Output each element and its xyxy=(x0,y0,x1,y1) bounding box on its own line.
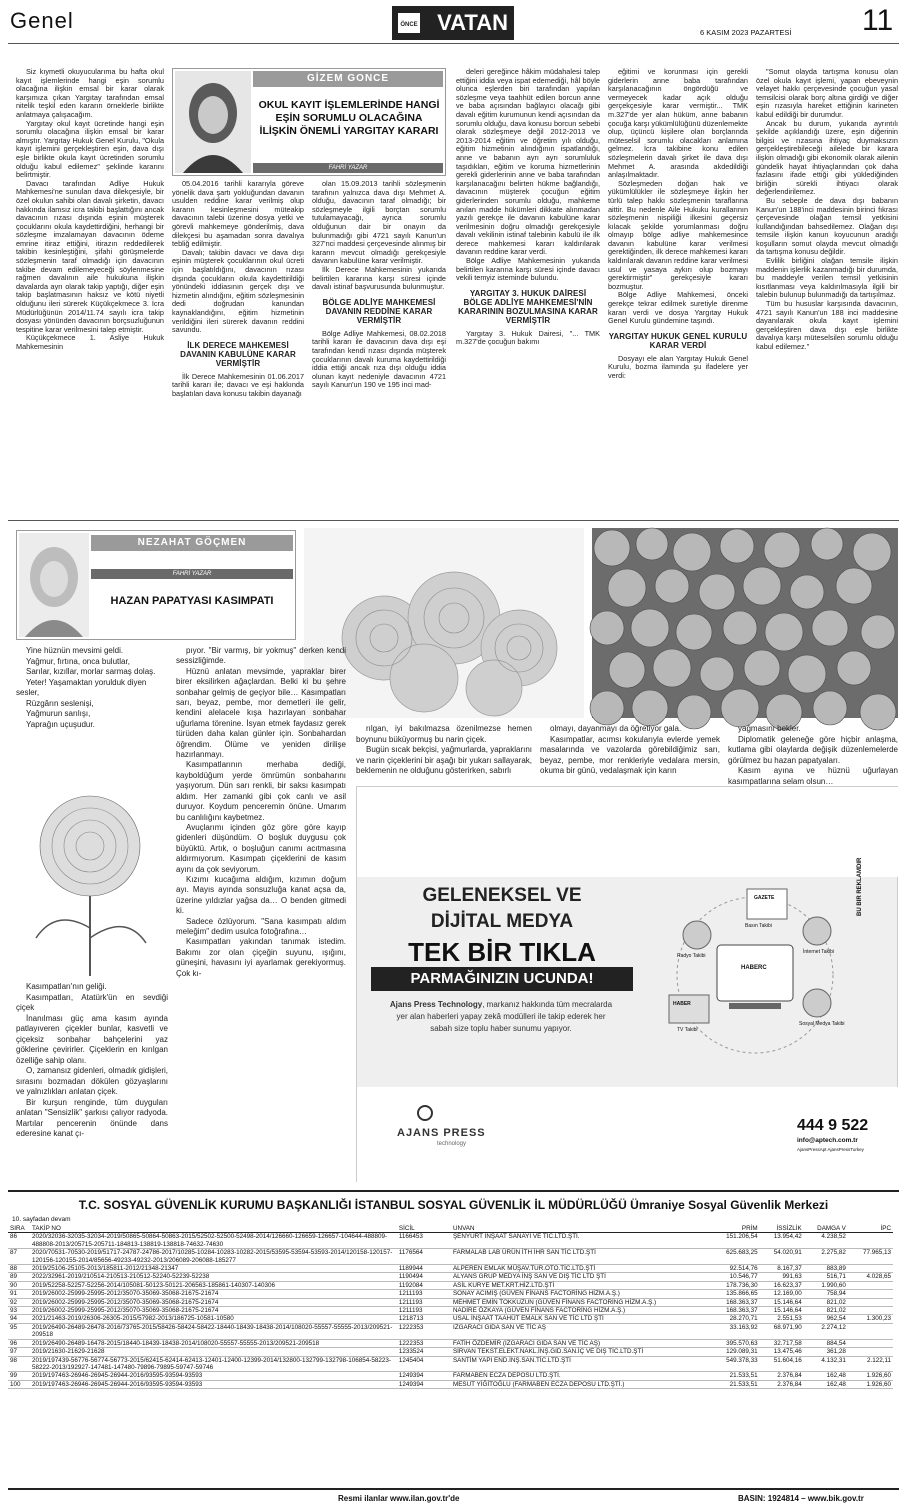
author-byline: FAHRİ YAZAR xyxy=(91,569,293,579)
notice-title-bold: T.C. SOSYAL GÜVENLİK KURUMU BAŞKANLIĞI İSTANBUL SOSYAL GÜVENLİK İL MÜDÜRLÜĞÜ xyxy=(78,1198,627,1212)
table-cell: 2019/52258-52257-52256-2014/105081-50123-50121-206563-185861-140307-140306 xyxy=(30,1281,397,1289)
table-cell: 1.926,60 xyxy=(848,1380,893,1388)
ad-label: TV Takibi xyxy=(677,1027,698,1033)
paragraph: O, zamansız gidenleri, olmadık gidişleri, sırasını bozmadan dökülen gözyaşlarını ve yalnızlıkları anlatan çiçek. xyxy=(16,1066,168,1096)
paragraph: Bugün sıcak bekçisi, yağmurlarda, yapraklarını ve narin çiçeklerini bir aşağı bir yukarı sallayarak, beklemenin ne olduğunu gösterirken, sabırlı xyxy=(356,745,532,775)
table-cell: 4.238,52 xyxy=(804,1233,848,1249)
table-cell: 178.736,30 xyxy=(708,1281,760,1289)
table-cell: 16.623,37 xyxy=(760,1281,804,1289)
subheading: YARGITAY 3. HUKUK DAİRESİ BÖLGE ADLİYE MAHKEMESİ'NİN KARARININ BOZULMASINA KARAR VERMİŞTİR xyxy=(458,288,598,325)
notice-footer xyxy=(8,1488,899,1508)
issue-date: 6 KASIM 2023 PAZARTESİ xyxy=(700,28,792,37)
table-cell: 2019/26002-25999-25995-2012/35070-35069-35068-21675-21674 xyxy=(30,1290,397,1298)
table-cell: 87 xyxy=(8,1249,30,1265)
table-cell: 90 xyxy=(8,1281,30,1289)
table-cell: FARMALAB LAB ÜRÜN İTH İHR SAN TİC LTD.ŞTİ xyxy=(451,1249,708,1265)
table-row xyxy=(8,1273,893,1281)
table-cell: 1249394 xyxy=(397,1380,451,1388)
ad-phone: 444 9 522 xyxy=(797,1117,869,1134)
article2-col3 xyxy=(356,724,532,778)
table-row xyxy=(8,1233,893,1249)
verse-line: Yağmur, fırtına, onca bulutlar, xyxy=(26,656,130,666)
table-cell: 2019/197439-56776-56774-56773-2015/62415-62414-62413-12401-12400-12399-2014/132800-132799-132798-106854-58223-58222-2013/192927-147481-147480-79896-79895-59747-59746 xyxy=(30,1356,397,1372)
paragraph: Kızımı kucağıma aldığım, kızımın doğum ayı. Mayıs ayında sonsuzluğa kanat açsa da, üzerine yıldızlar yağsa da… O benden gitmedi ki. xyxy=(176,874,346,916)
table-cell: FATİH ÖZDEMİR (IZGARACI GIDA SAN VE TİC AŞ) xyxy=(451,1339,708,1347)
table-cell: 88 xyxy=(8,1265,30,1273)
table-cell xyxy=(848,1281,893,1289)
table-cell: 2019/26490-26489-16478-2015/18440-18439-18438-2014/108020-55557-55555-2013/209521-209518 xyxy=(30,1339,397,1347)
paragraph: eğitimi ve korunması için gerekli giderlerin anne baba tarafından karşılanacağının öngördüğü ve vermeyecek kadar açık olduğu gerçekçesiyle karar vermiştir... TMK m.327'de yer alan hüküm, anne babanın çocuğa karşı yükümlülüğünü düzenlemekte olup, üçüncü kişilere olan borçlarında müteselsil sorumlu olacakları anlamına gelmez. İcra takibine konu edilen sözleşmelerin davalı şirket ile dava dışı Mehmet A. arasında akdedildiği anlaşılmaktadır. xyxy=(608,67,748,180)
table-cell: 884,54 xyxy=(804,1339,848,1347)
table-cell: 1245404 xyxy=(397,1356,451,1372)
table-cell: 97 xyxy=(8,1348,30,1356)
paragraph: "Somut olayda tartışma konusu olan özel okula kayıt işlemi, yapan ebeveynin velayet hakkı çerçevesinde çocuğun yasal temsilcisi olarak borç altına girdiği ve diğer eşin rızasıyla hareket ettiğinin karineten kabul edildiği bir durumdur. xyxy=(756,67,898,119)
table-cell: 8.167,37 xyxy=(760,1265,804,1273)
legal-notice xyxy=(8,1190,899,1506)
notice-title xyxy=(8,1192,899,1214)
article1-col1 xyxy=(16,68,164,508)
table-cell: 2020/70531-70530-2019/51717-24787-24786-2017/10285-10284-10283-10282-2015/53595-53594-53593-2014/120158-120157-120156-120155-2014/85656-49233-49232-2013/206089-206088-185277 xyxy=(30,1249,397,1265)
table-cell: 54.020,91 xyxy=(760,1249,804,1265)
advertisement xyxy=(356,786,898,1182)
paragraph: İnanılması güç ama kasım ayında patlayıveren çiçekler bunlar, kasvetli ve çiçeksiz sonbahar bahçelerini yaz göklerine çevirirler. Çiçeklerin en kırılgan özelliğe sahip olanı. xyxy=(16,1013,168,1065)
table-cell: 68.971,90 xyxy=(760,1323,804,1339)
paragraph: Yargıtay okul kayıt ücretinde hangi eşin sorumlu olacağına ilişkin emsal bir karar almıştır. Yargıtay Hukuk Genel Kurulu, "Okula kayıt işlemini gerçekleştiren eşin, dava dışı eşle birlikte okula kayıt ücretinden sorumlu olduğu kabul edilemez" şeklinde kararını belirtmiştir. xyxy=(16,118,164,180)
table-cell: 12.169,00 xyxy=(760,1290,804,1298)
table-body xyxy=(8,1233,893,1389)
footer-left: Resmi ilanlar www.ilan.gov.tr'de xyxy=(338,1494,460,1503)
paragraph: Bir kurşun renginde, tüm duyguları anlatan "Sensizlik" şarkısı çalıyor radyoda. Martılar pencerenin önünde dans ederesine kanat çı- xyxy=(16,1097,168,1138)
ad-label: İnternet Takibi xyxy=(803,949,835,955)
paragraph: Davacı tarafından Adliye Hukuk Mahkemesi'ne sunulan dava dilekçesiyle, bir özel okulun sahibi olan davalı şirketin, davacı hakkında ilamsız icra takibi başlattığını ancak davacının rızası dışında eşinin müşterek çocuklarını okula kaydettirdiğini, herhangi bir sözleşme imzalamayan davacının ödeme emrine itiraz ettiğini, itirazın reddedilerek takibin kesinleştiğini, şifahi görüşmelerde sözleşmenin taraf olmadığı için davacının takibe devam edilemeyeceği söylenmesine rağmen davalının aile hukukuna ilişkin davalarda ayrı olarak takip yaptığı, diğer eşin takip başlatmasının haksız ve kötü niyetli olduğunu ileri sürerek Küçükçekmece 3. İcra Müdürlüğünün 2014/11.74 sayılı icra takip dosyası yönünden davacının borçsuzluğunun tespitine karar verilmesini talep etmiştir. xyxy=(16,178,164,334)
table-cell: ŞENYURT İNŞAAT SANAYİ VE TİC.LTD.ŞTİ. xyxy=(451,1233,708,1249)
paragraph: Ancak bu durum, yukarıda ayrıntılı şekilde açıklandığı üzere, eşin diğerinin bilgisi ve rızasına ihtiyaç duymaksızın gerçekleştirebileceği ailelede bir karara ilişkin olmadığı gibi ekonomik olarak ailenin gündelik hayat ihtiyaçlarından çok daha fazlasını ifade ettiği gibi yüklediğinden birliğin sürekli ihtiyacı olarak değerlendirilemez. xyxy=(756,118,898,197)
table-cell: 1166453 xyxy=(397,1233,451,1249)
table-cell: 4.132,31 xyxy=(804,1356,848,1372)
table-cell: 1222353 xyxy=(397,1323,451,1339)
paragraph: Evlilik birliğini olağan temsile ilişkin maddenin işlerlik kazanmadığı bir durumda, bu maddeyle verilen temsil yetkisinin kısıtlanması veya kaldırılmasıyla ilgili bir talebin bulunup bulunmadığı da tartışılmaz. xyxy=(756,256,898,300)
table-cell: 821,02 xyxy=(804,1307,848,1315)
ad-logo-icon xyxy=(417,1105,433,1121)
flower-field-photo xyxy=(592,528,898,718)
table-cell: 77.965,13 xyxy=(848,1249,893,1265)
table-cell: 2021/21463-2019/26306-26305-2015/57982-2013/186725-10581-10580 xyxy=(30,1315,397,1323)
paragraph: Küçükçekmece 1. Asliye Hukuk Mahkemesinin xyxy=(16,333,164,351)
ad-label: GAZETE xyxy=(754,895,775,901)
article1-col2 xyxy=(172,180,304,508)
paragraph: Hüznü anlatan mevsimde, yapraklar birer birer eksilirken ağaçlardan. Belki ki bu şehre sonbahar gelmiş de geçiyor bile… Kasımpatları sarı, beyaz, pembe, mor demetleri ile gelir, kendini alelacele kışa hazırlayan sonbahar uğurlama törenine. İsyan etmek faydasız gerek türüden daha kalan günler için. Sonbahardan öğrendim. Ölüme ve yeniden dirilişe hazırlanmayı. xyxy=(176,666,346,760)
paragraph: Bölge Adliye Mahkemesinin yukarıda belirtilen kararına karşı süresi içinde davacı vekili temyiz isteminde bulundu. xyxy=(456,256,600,283)
ad-body xyxy=(387,999,615,1035)
paragraph: rılgan, iyi bakılmazsa özenilmezse hemen boynunu büküyormuş bu narin çiçek. xyxy=(356,724,532,744)
table-cell: 2022/32961-2019/210514-210513-210512-52240-52239-52238 xyxy=(30,1273,397,1281)
column-header: SİCİL xyxy=(397,1225,451,1233)
table-cell: 151.206,54 xyxy=(708,1233,760,1249)
table-cell: 2.551,53 xyxy=(760,1315,804,1323)
table-row xyxy=(8,1265,893,1273)
ad-body-text: , markanız hakkında tüm mecralarda yer alan haberleri yapay zekâ modülleri ile takip ederek her sabah size toplu haber sunumu yapıyor. xyxy=(396,1000,613,1033)
table-row xyxy=(8,1372,893,1380)
table-cell: 1233524 xyxy=(397,1348,451,1356)
table-cell: MEHMET EMİN TOKKUZUN (GÜVEN FİNANS FACTORİNG HİZM.A.Ş.) xyxy=(451,1298,708,1306)
table-cell: 28.270,71 xyxy=(708,1315,760,1323)
table-cell: 129.089,31 xyxy=(708,1348,760,1356)
table-cell: 2020/32036-32035-32034-2019/50865-50864-50863-2015/52502-52500-52498-2014/126660-126659-126657-104644-488809-488808-2013/205715-205711-184813-138819-138818-74632-74630 xyxy=(30,1233,397,1249)
paragraph: Siz kıymetli okuyucularıma bu hafta okul kayıt işlemlerinde hangi eşin sorumlu olacağına ilişkin emsal bir karar olarak karşımıza çıkan Yargıtay tarafından emsal nitelik teşkil eden kararın örneklerle birlikte anlatmaya çalışacağım. xyxy=(16,67,164,119)
table-cell: 1176564 xyxy=(397,1249,451,1265)
paragraph: deleri gereğince hâkim müdahalesi talep ettiğini iddia veya ispat edemediği, hâl böyle olunca eşlerden biri tarafından yapılan sözleşme veya taahhüt edilen borcun anne ve baba açısından bağlayıcı olacağı gibi davalı eğitim kurumunun kendi açısından da sorumlu olduğu, dava konusu borcun sebebi olarak sözleşmeye değil 2012-2013 ve 2013-2014 eğitim ve öğretim yılı olduğu, eğitim hizmetinin alındığının ispatlandığı, anne ve babanın ayrı ayrı sorumluluk taşıdıkları, eğitim ve koruma hizmetlerinin gerekli giderlerinin anne ve baba tarafından karşılanacağını belirten hükme bağlandığı, davacının müşterek çocuğun eğitim giderlerinden sorumlu olduğu, mahkeme anılan madde hükümleri dikkate alınmadan yazılı gerekçe ile davanın kabulüne karar verilmesinin doğru olmadığı gerekçesiyle davalı vekilinin istinaf talebinin kabulü ile ilk derece mahkemesi kararı kaldırılarak davanın reddine karar verdi. xyxy=(456,67,600,257)
table-cell: 168.363,37 xyxy=(708,1298,760,1306)
table-cell: 991,63 xyxy=(760,1273,804,1281)
table-header-row xyxy=(8,1225,893,1233)
subheading: BÖLGE ADLİYE MAHKEMESİ DAVANIN REDDİNE KARAR VERMİŞTİR xyxy=(322,297,436,325)
table-cell: 962,54 xyxy=(804,1315,848,1323)
verse-line: Rüzgârın seslenişi, xyxy=(26,698,94,708)
table-cell: 92.514,76 xyxy=(708,1265,760,1273)
paragraph: Dosyayı ele alan Yargıtay Hukuk Genel Kurulu, bozma ilamında şu ifadelere yer verdi: xyxy=(608,353,748,380)
table-cell: 625.683,25 xyxy=(708,1249,760,1265)
article2-col5 xyxy=(728,724,898,786)
verse-line: Yeter! Yaşamaktan yorulduk diyen sesler, xyxy=(16,677,147,697)
ad-top-band xyxy=(357,787,899,877)
table-cell: 21.533,51 xyxy=(708,1372,760,1380)
paragraph: İlk Derece Mahkemesinin 01.06.2017 tarihli kararı ile; davacı ve eşi hakkında başlatılan dava konusu takibin dayanağı xyxy=(172,371,304,398)
table-row xyxy=(8,1315,893,1323)
table-cell: NADİRE ÖZKAYA (GÜVEN FİNANS FACTORİNG HİZM.A.Ş.) xyxy=(451,1307,708,1315)
table-cell: ALPEREN EMLAK MÜŞAV.TUR.OTO.TİC.LTD.ŞTİ xyxy=(451,1265,708,1273)
table-cell: 2.275,82 xyxy=(804,1249,848,1265)
section-title: Genel xyxy=(10,8,74,33)
paragraph: Tüm bu hususlar karşısında davacının, 4721 sayılı Kanun'un 188 inci maddesine dayanılarak okula kayıt işlemini gerçekleştiren dava dışı eşle birlikte davalıya karşı müteselsilen sorumlu olduğu kabul edilemez." xyxy=(756,299,898,351)
article2-col1b xyxy=(16,982,168,1180)
subheading: YARGITAY HUKUK GENEL KURULU KARAR VERDİ xyxy=(608,331,748,350)
column-header: SIRA xyxy=(8,1225,30,1233)
table-cell: 821,02 xyxy=(804,1298,848,1306)
paragraph: Sadece özlüyorum. "Sana kasımpatı aldım meleğim" dedim usulca fotoğrafına… xyxy=(176,916,346,936)
table-cell: 1218713 xyxy=(397,1315,451,1323)
column-header: DAMGA V xyxy=(804,1225,848,1233)
author-photo xyxy=(19,533,89,637)
article2-col2 xyxy=(176,646,346,1182)
article2-col4 xyxy=(540,724,720,778)
table-cell: 21.533,51 xyxy=(708,1380,760,1388)
table-cell: 135.866,65 xyxy=(708,1290,760,1298)
column-header-box xyxy=(16,530,296,640)
paragraph: Kasımpatlarının merhaba dediği, kayboldüğum yerde ömrümün sonbaharını yaşıyorum. Dün sarı renkli, bir saksı kasımpatı aldım. Her zamanki gibi çok canlı ve asil duruyor. Koydum penceremin önüne. Umarım bu canlılığını kaybetmez. xyxy=(176,760,346,822)
author-name: GİZEM GONCE xyxy=(253,71,443,87)
table-cell: 1190494 xyxy=(397,1273,451,1281)
author-name: NEZAHAT GÖÇMEN xyxy=(91,535,293,551)
table-cell: 92 xyxy=(8,1298,30,1306)
ad-brand-inline: Ajans Press Technology xyxy=(389,1000,483,1009)
notice-continued: 10. sayfadan devam xyxy=(12,1216,71,1223)
table-cell: USAL İNŞAAT TAAHÜT EMALK SAN VE TİC LTD ŞTİ xyxy=(451,1315,708,1323)
article1-col3 xyxy=(312,180,446,508)
table-cell: 100 xyxy=(8,1380,30,1388)
table-cell: 2.376,84 xyxy=(760,1380,804,1388)
ad-headline-4: PARMAĞINIZIN UCUNDA! xyxy=(371,967,633,991)
table-cell: ASİL KURYE MET.KRT.HİZ.LTD.ŞTİ xyxy=(451,1281,708,1289)
table-cell: 15.146,64 xyxy=(760,1298,804,1306)
notice-title-rest: Ümraniye Sosyal Güvenlik Merkezi xyxy=(626,1198,829,1212)
table-cell: 1211193 xyxy=(397,1298,451,1306)
paragraph: Kasımpatları, Atatürk'ün en sevdiği çiçek xyxy=(16,992,168,1012)
table-cell: FARMABEN ECZA DEPOSU LTD.ŞTİ. xyxy=(451,1372,708,1380)
chrysanthemum-photo xyxy=(304,528,584,718)
table-row xyxy=(8,1380,893,1388)
paragraph: Bu sebeple de dava dışı babanın Kanun'un 188'inci maddesinin birinci fıkrası çerçevesinde olağan temsil yetkisini kullandığından bahsedilemez. Olağan dışı temsile ilişkin kanun koyucunun aradığı koşulların somut olayda mevcut olmadığı da tartışma konusu değildir. xyxy=(756,195,898,257)
table-cell: 1211193 xyxy=(397,1290,451,1298)
article-headline: OKUL KAYIT İŞLEMLERİNDE HANGİ EŞİN SORUMLU OLACAĞINA İLİŞKİN ÖNEMLİ YARGITAY KARARI xyxy=(258,99,440,137)
paragraph: Avuçlarımı içinden göz göre göre kayıp gidenleri düşündüm. O boşluk duygusu çok büyüktü. Artık, o boşluğun canımı acıtmasına aldırmıyorum. Kasımpatı çiçeklerini de kasım ayını da çok seviyorum. xyxy=(176,822,346,874)
table-row xyxy=(8,1348,893,1356)
table-cell: 168.363,37 xyxy=(708,1307,760,1315)
table-cell: 2019/25106-25105-2013/185811-2012/21348-21347 xyxy=(30,1265,397,1273)
ad-label: Sosyal Medya Takibi xyxy=(799,1021,845,1027)
ad-email: info@aptech.com.tr xyxy=(797,1137,858,1144)
table-cell: 2019/26490-26489-26478-2016/73765-2015/58426-58424-58422-18440-18439-18438-2014/108020-55557-55555-2013/209521-209518 xyxy=(30,1323,397,1339)
table-cell: SONAY ACIMIŞ (GÜVEN FİNANS FACTORİNG HİZM.A.Ş.) xyxy=(451,1290,708,1298)
table-cell: 2.274,12 xyxy=(804,1323,848,1339)
table-cell: 1.300,23 xyxy=(848,1315,893,1323)
ad-headline-2: DİJİTAL MEDYA xyxy=(430,911,574,932)
column-header: UNVAN xyxy=(451,1225,708,1233)
ad-headline-1: GELENEKSEL VE xyxy=(422,885,582,906)
ad-illustration xyxy=(657,885,853,1065)
table-cell: 99 xyxy=(8,1372,30,1380)
table-cell: 2019/26002-25999-25995-2012/35070-35069-35068-21675-21674 xyxy=(30,1307,397,1315)
table-cell: 2.122,11 xyxy=(848,1356,893,1372)
table-cell: 33.163,92 xyxy=(708,1323,760,1339)
paragraph: olmayı, dayanmayı da öğretiyor gala. xyxy=(550,724,682,733)
table-row xyxy=(8,1323,893,1339)
table-cell: 4.028,65 xyxy=(848,1273,893,1281)
paragraph: Diplomatik geleneğe göre hiçbir anlaşma, kutlama gibi olaylarda değişik düzenlemelerde görülmez bu hazan papatyaları. xyxy=(728,734,898,765)
table-cell: 10.546,77 xyxy=(708,1273,760,1281)
ad-social: AjansPressApt AjansPressTurkey xyxy=(797,1147,864,1152)
paragraph: olan 15.09.2013 tarihli sözleşmenin tarafının yalnızca dava dışı Mehmet A. olduğu, davacının taraf olmadığı; bir sözleşmeyle ilgili borçtan sorumlu tutulamayacağı, ayrıca sorumlu olduğunun dair bir onayın da bulunmadığı gibi 4721 sayılı Kanun'un 327'nci maddesi çerçevesinde alınmış bir kararın mevcut olmadığı gerekçesiyle davanın kabulüne karar verilmiştir. xyxy=(312,179,446,266)
article1-col4 xyxy=(456,68,600,508)
debtor-table xyxy=(8,1225,893,1389)
ad-label: HABERC xyxy=(741,965,767,971)
header-rule xyxy=(8,43,899,44)
article2-col1 xyxy=(16,646,168,782)
table-cell: 2019/197463-26946-26945-26944-2016/93595-93594-93593 xyxy=(30,1372,397,1380)
table-cell: 13.475,46 xyxy=(760,1348,804,1356)
ad-headline-3: TEK BİR TIKLA xyxy=(408,937,596,967)
table-cell: 1.990,60 xyxy=(804,1281,848,1289)
table-cell: SİRVAN TEKST.ELEKT.NAKL.İNŞ.GID.SAN.İÇ VE DIŞ TİC.LTD.ŞTİ xyxy=(451,1348,708,1356)
table-cell: SANTİM YAPI END.İNŞ.SAN.TİC.LTD.ŞTİ xyxy=(451,1356,708,1372)
table-cell: 1192084 xyxy=(397,1281,451,1289)
column-header: PRİM xyxy=(708,1225,760,1233)
paragraph: Sözleşmeden doğan hak ve yükümlülükler ile sözleşmeye ilişkin her türlü talep hakkı sözleşmenin taraflarına aittir. Bu nedenle Aile Hukuku kurallarının sözleşmenin nispiliği ilkesini geçersiz kılacak şekilde yorumlanması doğru olmayıp bölge adliye mahkemesince davanın kabulüne karar verilmesi gerektiğinden, ilk derece mahkemesi kararı kaldırılarak davanın reddine karar verilmesi usul ve yasaya aykırı olup bozmayı gerektirmiştir" gerekçesiyle kararı bozmuştur. xyxy=(608,178,748,291)
ad-brand-sub: technology xyxy=(437,1141,467,1147)
table-cell: 2.376,84 xyxy=(760,1372,804,1380)
table-cell: 758,94 xyxy=(804,1290,848,1298)
paragraph: Davalı; takibin davacı ve dava dışı eşinin müşterek çocuklarının okul ücreti için başlatıldığını, davacının rızası dışında çocukların okula kaydettirildiği yönündeki iddiasının gerçek dışı ve hizmetin alındığını, eğitim sözleşmesinin dedi doğrudan kanundan kaynaklandığını, eğitim hizmetinin verildiğini ileri sürerek davanın reddini savundu. xyxy=(172,247,304,335)
table-cell: 13.954,42 xyxy=(760,1233,804,1249)
author-byline: FAHRİ YAZAR xyxy=(253,163,443,173)
ad-label: Basın Takibi xyxy=(745,923,772,929)
verse-line: Yine hüznün mevsimi geldi. xyxy=(26,646,124,655)
table-cell: 1249394 xyxy=(397,1372,451,1380)
table-cell: 1.926,60 xyxy=(848,1372,893,1380)
section-divider xyxy=(8,520,899,521)
table-cell: 86 xyxy=(8,1233,30,1249)
table-cell: 96 xyxy=(8,1339,30,1347)
verse-line: Yağmurun sarılışı, xyxy=(26,709,91,718)
table-cell: 516,71 xyxy=(804,1273,848,1281)
table-cell: 89 xyxy=(8,1273,30,1281)
table-row xyxy=(8,1290,893,1298)
table-row xyxy=(8,1307,893,1315)
author-photo xyxy=(175,71,251,173)
ad-label: HABER xyxy=(673,1001,691,1007)
table-cell: 2019/26002-25999-25995-2012/35070-35069-35068-21675-21674 xyxy=(30,1298,397,1306)
table-row xyxy=(8,1356,893,1372)
subheading: İLK DERECE MAHKEMESİ DAVANIN KABULÜNE KARAR VERMİŞTİR xyxy=(180,340,296,368)
column-header-box xyxy=(172,68,446,176)
ad-disclaimer: BU BİR REKLAMDIR xyxy=(857,857,863,917)
paragraph: yağmasını bekler. xyxy=(738,724,801,733)
verse-line: Yaprağın uçuşudur. xyxy=(26,719,95,729)
table-cell: 32.717,58 xyxy=(760,1339,804,1347)
logo-text: VATAN xyxy=(437,10,508,35)
table-cell xyxy=(848,1265,893,1273)
table-cell xyxy=(848,1307,893,1315)
paragraph: Kasımpatları yakından tanımak istedim. Bakımı zor olan çiçeğin suyunu, ışığını, güneşini, havasını iyi ayarlamak gerekiyormuş. Çok kı- xyxy=(176,937,346,978)
table-cell: 15.146,64 xyxy=(760,1307,804,1315)
page-number: 11 xyxy=(862,4,894,37)
table-row xyxy=(8,1339,893,1347)
column-header: İSSİZLİK xyxy=(760,1225,804,1233)
table-row xyxy=(8,1298,893,1306)
table-cell: 51.604,16 xyxy=(760,1356,804,1372)
table-cell xyxy=(848,1298,893,1306)
paragraph: Kasımpatları'nın geliği. xyxy=(26,982,107,991)
verse-line: Sarılar, kızıllar, morlar sarmaş dolaş. xyxy=(26,667,156,676)
logo-badge: ÖNCE xyxy=(396,11,422,35)
table-cell xyxy=(848,1233,893,1249)
table-cell: 98 xyxy=(8,1356,30,1372)
article1-col5 xyxy=(608,68,748,508)
ad-label: Radyo Takibi xyxy=(677,953,706,959)
table-cell xyxy=(848,1348,893,1356)
column-header: TAKİP NO xyxy=(30,1225,397,1233)
table-cell: ALYANS GRUP MEDYA İNŞ SAN VE DIŞ TİC LTD ŞTİ xyxy=(451,1273,708,1281)
table-cell: MESUT YİĞİTOĞLU (FARMABEN ECZA DEPOSU LTD.ŞTİ.) xyxy=(451,1380,708,1388)
paragraph: pıyor. "Bir varmış, bir yokmuş" derken kendi sessizliğimde. xyxy=(176,646,346,666)
table-cell: 162,48 xyxy=(804,1380,848,1388)
paragraph: Bölge Adliye Mahkemesi, 08.02.2018 tarihli kararı ile davacının dava dışı eşi tarafından kendi rızası dışında müşterek çocuklarının davalı kuruma kaydettirildiği iddia ettiği ancak rıza dışı olduğu iddia olunan kayıt nedeniyle davacının 4721 sayılı Kanun'un 190 ve 195 inci mad- xyxy=(312,328,446,390)
table-cell: 2019/197463-26946-26945-26944-2016/93595-93594-93593 xyxy=(30,1380,397,1388)
table-cell: 95 xyxy=(8,1323,30,1339)
table-cell: 93 xyxy=(8,1307,30,1315)
footer-right: BASIN: 1924814 – www.bik.gov.tr xyxy=(738,1494,864,1503)
table-cell: 1189944 xyxy=(397,1265,451,1273)
table-cell: IZGARACI GIDA SAN VE TİC AŞ xyxy=(451,1323,708,1339)
article-headline: HAZAN PAPATYASI KASIMPATI xyxy=(110,595,274,607)
table-cell xyxy=(848,1290,893,1298)
table-cell: 162,48 xyxy=(804,1372,848,1380)
table-row xyxy=(8,1249,893,1265)
table-cell: 549.378,33 xyxy=(708,1356,760,1372)
table-cell: 883,89 xyxy=(804,1265,848,1273)
ad-brand: AJANS PRESS xyxy=(397,1127,486,1139)
paragraph: Kasım ayına ve hüznü uğurlayan kasımpatlarına selam olsun… xyxy=(728,766,898,786)
newspaper-logo xyxy=(392,6,514,40)
table-row xyxy=(8,1281,893,1289)
paragraph: 05.04.2016 tarihli kararıyla göreve yönelik dava şartı yokluğundan davanın usulden reddine karar verilmiş olup kararın kesinleşmesini müteakip davacının talebi üzerine dosya yetki ve görevli mahkemeye gönderilmiş, dava dilekçesi bu aşamadan sonra davalıya tebliğ edilmiştir. xyxy=(172,179,304,249)
paragraph: Kasımpatlar, acımsı kokularıyla evlerde yemek masalarında ve vazolarda görebildiğimiz sarı, beyaz, pembe, mor renkleriyle vedalara mersin, okuma bir günü, vedalaşmak için karın xyxy=(540,734,720,775)
table-cell: 1211193 xyxy=(397,1307,451,1315)
paragraph: Yargıtay 3. Hukuk Dairesi, "... TMK m.327'de çocuğun bakımı xyxy=(456,328,600,347)
table-cell xyxy=(848,1323,893,1339)
table-cell: 1222353 xyxy=(397,1339,451,1347)
table-cell xyxy=(848,1339,893,1347)
article1-col6 xyxy=(756,68,898,508)
table-cell: 94 xyxy=(8,1315,30,1323)
single-chrysanthemum-photo xyxy=(16,788,164,978)
table-cell: 361,28 xyxy=(804,1348,848,1356)
paragraph: Bölge Adliye Mahkemesi, önceki gerekçe tekrar edilmek suretiyle direnme kararı verdi ve dosya Yargıtay Hukuk Genel Kurulu gündemine taşındı. xyxy=(608,290,748,326)
table-cell: 395.570,63 xyxy=(708,1339,760,1347)
column-header: İPC xyxy=(848,1225,893,1233)
table-cell: 2019/21630-21629-21628 xyxy=(30,1348,397,1356)
paragraph: İlk Derece Mahkemesinin yukarıda belirtilen kararına karşı süresi içinde davalı istinaf başvurusunda bulunmuştur. xyxy=(312,264,446,292)
table-cell: 91 xyxy=(8,1290,30,1298)
